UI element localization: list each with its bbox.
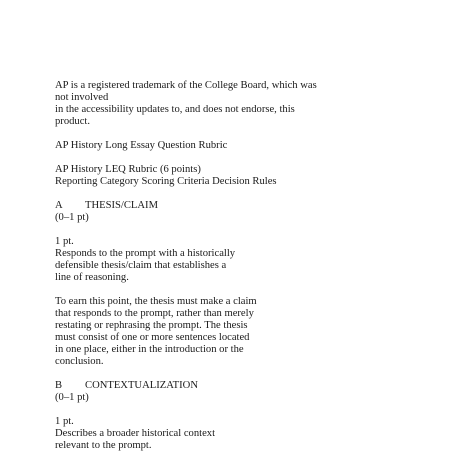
spacer [55,284,435,296]
notice-line: not involved [55,92,109,103]
spacer [55,188,435,200]
section-a-rule-line: in one place, either in the introduction or the [55,344,244,355]
rubric-columns: Reporting Category Scoring Criteria Decision Rules [55,176,277,187]
spacer [55,224,435,236]
section-a-heading [55,200,435,212]
rubric-subtitle: AP History LEQ Rubric (6 points) [55,164,201,175]
section-a-rule-line: must consist of one or more sentences located [55,332,250,343]
section-b-criteria-line: Describes a broader historical context [55,428,216,439]
section-b-criteria-line: relevant to the prompt. [55,440,152,451]
section-a-name: THESIS/CLAIM [85,200,158,211]
notice-line: AP is a registered trademark of the College Board, which was [55,80,317,91]
section-a-points-range: (0–1 pt) [55,212,89,223]
section-a-points: 1 pt. [55,236,74,247]
section-b-letter: B [55,380,63,391]
section-b-heading [55,380,435,392]
section-a-criteria-line: Responds to the prompt with a historically [55,248,236,259]
section-a-rule-line: conclusion. [55,356,104,367]
section-a-criteria-line: defensible thesis/claim that establishes a [55,260,227,271]
spacer [55,404,435,416]
notice-line: product. [55,116,91,127]
section-a-rule-line: that responds to the prompt, rather than merely [55,308,254,319]
section-a-rule-line: restating or rephrasing the prompt. The thesis [55,320,248,331]
document-page [55,80,435,452]
section-a-letter: A [55,200,63,211]
rubric-title: AP History Long Essay Question Rubric [55,140,228,151]
spacer [55,128,435,140]
notice-line: in the accessibility updates to, and does not endorse, this [55,104,295,115]
section-b-points: 1 pt. [55,416,74,427]
section-b-points-range: (0–1 pt) [55,392,89,403]
spacer [55,152,435,164]
spacer [55,368,435,380]
section-a-rule-line: To earn this point, the thesis must make a claim [55,296,257,307]
section-b-name: CONTEXTUALIZATION [85,380,198,391]
section-a-criteria-line: line of reasoning. [55,272,129,283]
